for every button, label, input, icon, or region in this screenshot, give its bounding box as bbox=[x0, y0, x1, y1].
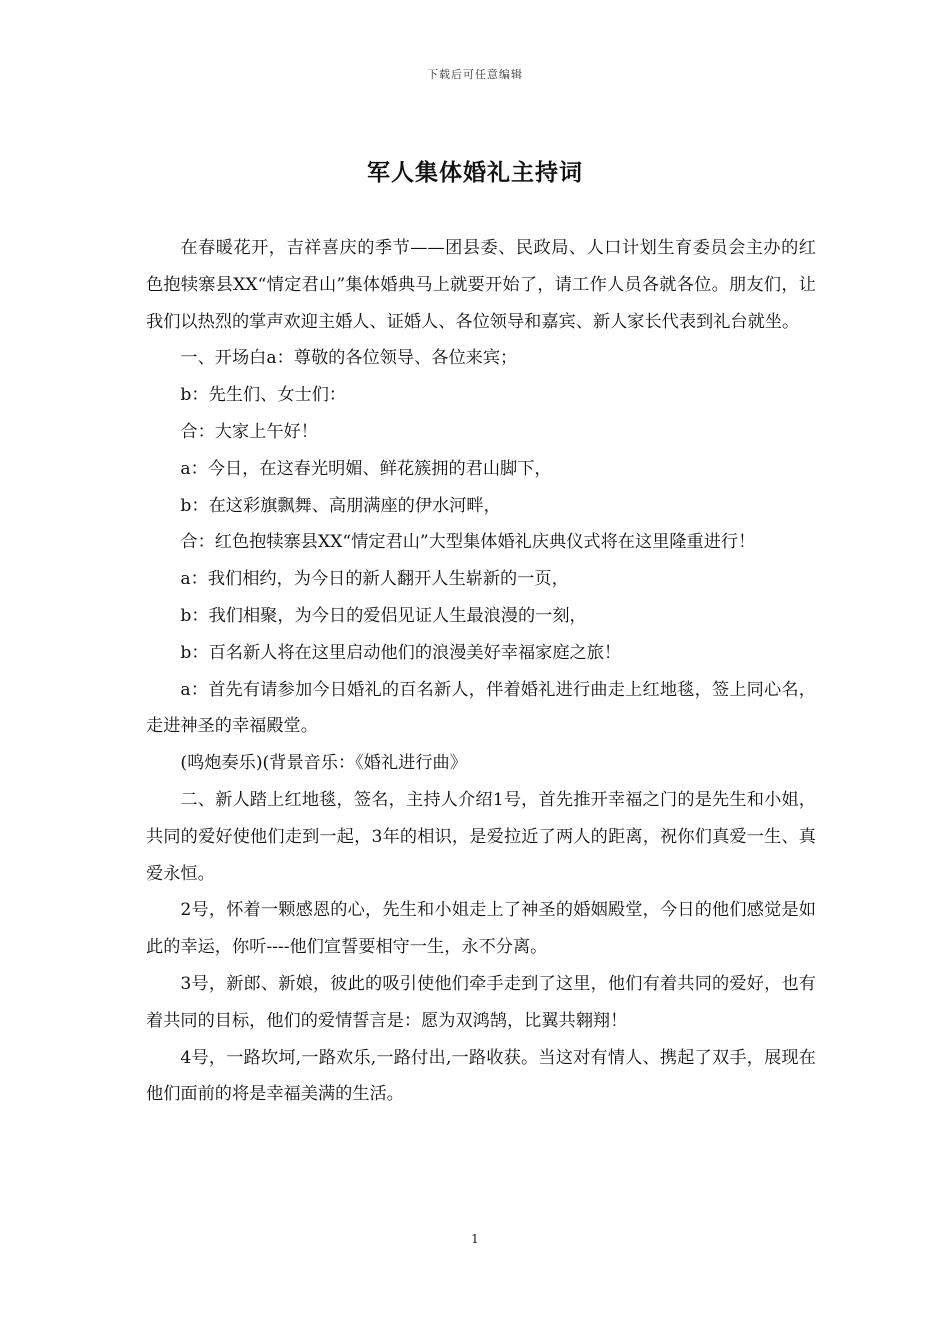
paragraph: 一、开场白a：尊敬的各位领导、各位来宾； bbox=[180, 348, 518, 369]
header-note: 下载后可任意编辑 bbox=[427, 68, 523, 81]
paragraph: 4号，一路坎坷,一路欢乐,一路付出,一路收获。当这对有情人、携起了双手，展现在他们面前的将是幸福美满的生活。 bbox=[146, 1047, 816, 1105]
document-body bbox=[146, 230, 816, 1113]
paragraph: 二、新人踏上红地毯，签名，主持人介绍1号，首先推开幸福之门的是先生和小姐，共同的爱好使他们走到一起，3年的相识，是爱拉近了两人的距离，祝你们真爱一生、真爱永恒。 bbox=[146, 789, 816, 884]
paragraph: a：今日，在这春光明媚、鲜花簇拥的君山脚下， bbox=[180, 458, 552, 479]
paragraph: b：先生们、女士们： bbox=[180, 385, 347, 406]
paragraph: (鸣炮奏乐)(背景音乐：《婚礼进行曲》 bbox=[180, 753, 467, 774]
document-title: 军人集体婚礼主持词 bbox=[367, 159, 583, 186]
paragraph: 在春暖花开，吉祥喜庆的季节——团县委、民政局、人口计划生育委员会主办的红色抱犊寨县XX“情定君山”集体婚典马上就要开始了，请工作人员各就各位。朋友们，让我们以热烈的掌声欢迎主婚人、证婚人、各位领导和嘉宾、新人家长代表到礼台就坐。 bbox=[146, 238, 816, 332]
paragraph: b：在这彩旗飘舞、高朋满座的伊水河畔， bbox=[180, 495, 501, 516]
paragraph: a：首先有请参加今日婚礼的百名新人，伴着婚礼进行曲走上红地毯，签上同心名，走进神圣的幸福殿堂。 bbox=[146, 679, 816, 737]
paragraph: 合：红色抱犊寨县XX“情定君山”大型集体婚礼庆典仪式将在这里隆重进行！ bbox=[180, 532, 756, 553]
paragraph: b：我们相聚，为今日的爱侣见证人生最浪漫的一刻， bbox=[180, 605, 587, 626]
paragraph: b：百名新人将在这里启动他们的浪漫美好幸福家庭之旅！ bbox=[180, 642, 622, 663]
paragraph: 合：大家上午好！ bbox=[180, 421, 318, 442]
paragraph: 3号，新郎、新娘，彼此的吸引使他们牵手走到了这里，他们有着共同的爱好，也有着共同的目标，他们的爱情誓言是：愿为双鸿鹄，比翼共翱翔！ bbox=[146, 973, 816, 1031]
paragraph: 2号，怀着一颗感恩的心，先生和小姐走上了神圣的婚姻殿堂，今日的他们感觉是如此的幸运，你听----他们宣誓要相守一生，永不分离。 bbox=[146, 900, 816, 958]
paragraph: a：我们相约，为今日的新人翻开人生崭新的一页， bbox=[180, 569, 569, 590]
page-number: 1 bbox=[471, 1232, 479, 1246]
